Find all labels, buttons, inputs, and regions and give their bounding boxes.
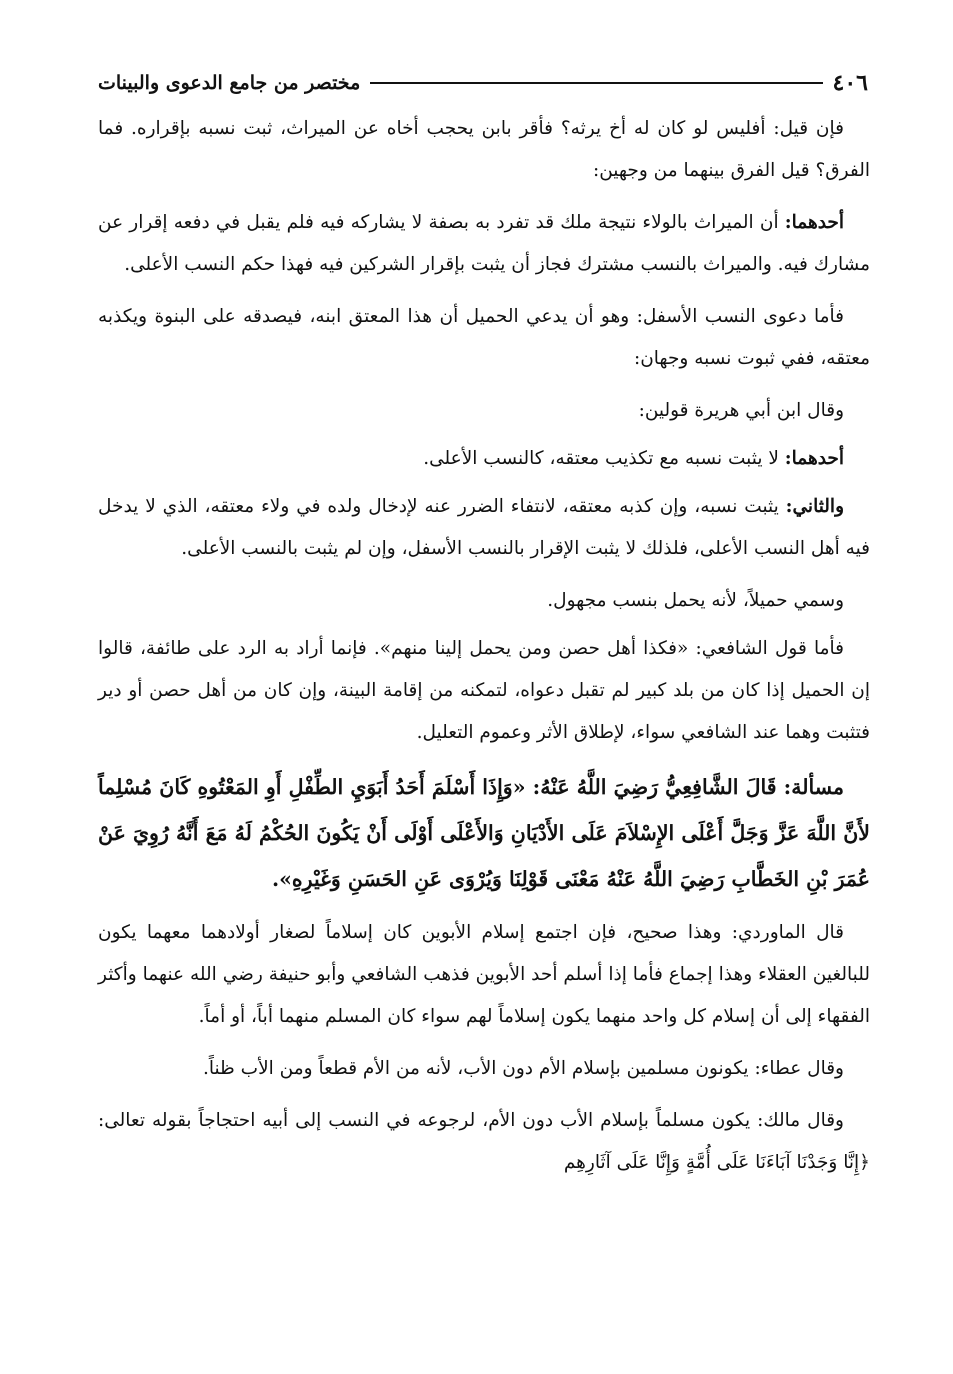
paragraph-text: وقال عطاء: يكونون مسلمين بإسلام الأم دون الأب، لأنه من الأم قطعاً ومن الأب ظناً. <box>202 1058 844 1079</box>
paragraph-text: وقال مالك: يكون مسلماً بإسلام الأب دون الأم، لرجوعه في النسب إلى أبيه احتجاجاً بقوله تعالى: ﴿إِنَّا وَجَدْنَا آبَاءَنَا عَلَى أُمَّةٍ وَإِنَّا عَلَى آثَارِهِم <box>98 1110 870 1173</box>
paragraph-text: أن الميراث بالولاء نتيجة ملك قد تفرد به بصفة لا يشاركه فيه فلم يقبل في دفعه إقرار عن مشارك فيه. والميراث بالنسب مشترك فجاز أن يثبت بإقرار الشركين فيه فهذا حكم النسب الأعلى. <box>98 212 870 275</box>
paragraph-text: «وَإِذَا أَسْلَمَ أَحَدُ أَبَوَيِ الطِّفْلِ أَوِ المَعْتُوهِ كَانَ مُسْلِماً لأَنَّ اللَّهَ عَزَّ وَجَلَّ أَعْلَى الإِسْلاَمَ عَلَى الأَدْيَانِ وَالأَعْلَى أَوْلَى أَنْ يَكُونَ الحُكْمُ لَهُ مَعَ أَنَّهُ رُوِيَ عَنْ عُمَرَ بْنِ الخَطَّابِ رَضِيَ اللَّهُ عَنْهُ مَعْنَى قَوْلِنَا وَيُرْوَى عَنِ الحَسَنِ وَغَيْرِهِ». <box>98 775 870 891</box>
paragraph-lead: أحدهما: <box>784 448 844 469</box>
paragraph <box>98 390 870 432</box>
paragraph-text: فأما دعوى النسب الأسفل: وهو أن يدعي الحميل أن هذا المعتق ابنه، فيصدقه على البنوة ويكذبه معتقه، ففي ثبوت نسبه وجهان: <box>98 306 870 369</box>
paragraph-text: لا يثبت نسبه مع تكذيب معتقه، كالنسب الأعلى. <box>423 448 785 469</box>
paragraph <box>98 580 870 622</box>
paragraph <box>98 1100 870 1184</box>
paragraph-text: وسمي حميلاً، لأنه يحمل بنسب مجهول. <box>547 590 844 611</box>
paragraph <box>98 628 870 754</box>
running-header <box>98 66 868 100</box>
paragraph <box>98 1048 870 1090</box>
paragraph-text: وقال ابن أبي هريرة قولين: <box>638 400 844 421</box>
issue-quote-paragraph <box>98 764 870 902</box>
header-rule <box>370 82 822 84</box>
book-title: مختصر من جامع الدعوى والبينات <box>98 72 361 94</box>
paragraph-text: قال الماوردي: وهذا صحيح، فإن اجتمع إسلام الأبوين كان إسلاماً لصغار أولادهما معهما يكون للبالغين العقلاء وهذا إجماع فأما إذا أسلم أحد الأبوين فذهب الشافعي وأبو حنيفة رضي الله عنهما وأكثر الفقهاء إلى أن إسلام كل واحد منهما يكون إسلاماً لهم سواء كان المسلم منهما أباً، أو أماً. <box>98 922 870 1027</box>
paragraph-text: يثبت نسبه، وإن كذبه معتقه، لانتفاء الضرر عنه لإدخال ولده في ولاء معتقه، الذي لا يدخل فيه أهل النسب الأعلى، فلذلك لا يثبت الإقرار بالنسب الأسفل، وإن لم يثبت بالنسب الأعلى. <box>98 496 870 559</box>
paragraph-lead: أحدهما: <box>784 212 844 233</box>
paragraph <box>98 912 870 1038</box>
page-body <box>98 108 870 1194</box>
paragraph-lead: مسألة: قَالَ الشَّافِعِيُّ رَضِيَ اللَّهُ عَنْهُ: <box>532 775 844 799</box>
paragraph <box>98 438 870 480</box>
paragraph <box>98 108 870 192</box>
page-number: ٤٠٦ <box>832 70 868 96</box>
paragraph-text: فإن قيل: أفليس لو كان له أخ يرثه؟ فأقر بابن يحجب أخاه عن الميراث، ثبت نسبه بإقراره. فما الفرق؟ قيل الفرق بينهما من وجهين: <box>98 118 870 181</box>
paragraph <box>98 486 870 570</box>
paragraph <box>98 202 870 286</box>
paragraph-lead: والثاني: <box>785 496 844 517</box>
paragraph <box>98 296 870 380</box>
paragraph-text: فأما قول الشافعي: «فكذا أهل حصن ومن يحمل إلينا منهم». فإنما أراد به الرد على طائفة، قالوا إن الحميل إذا كان من بلد كبير لم تقبل دعواه، لتمكنه من إقامة البينة، وإن كان من أهل حصن أو دير فتثبت وهما عند الشافعي سواء، لإطلاق الأثر وعموم التعليل. <box>98 638 870 743</box>
